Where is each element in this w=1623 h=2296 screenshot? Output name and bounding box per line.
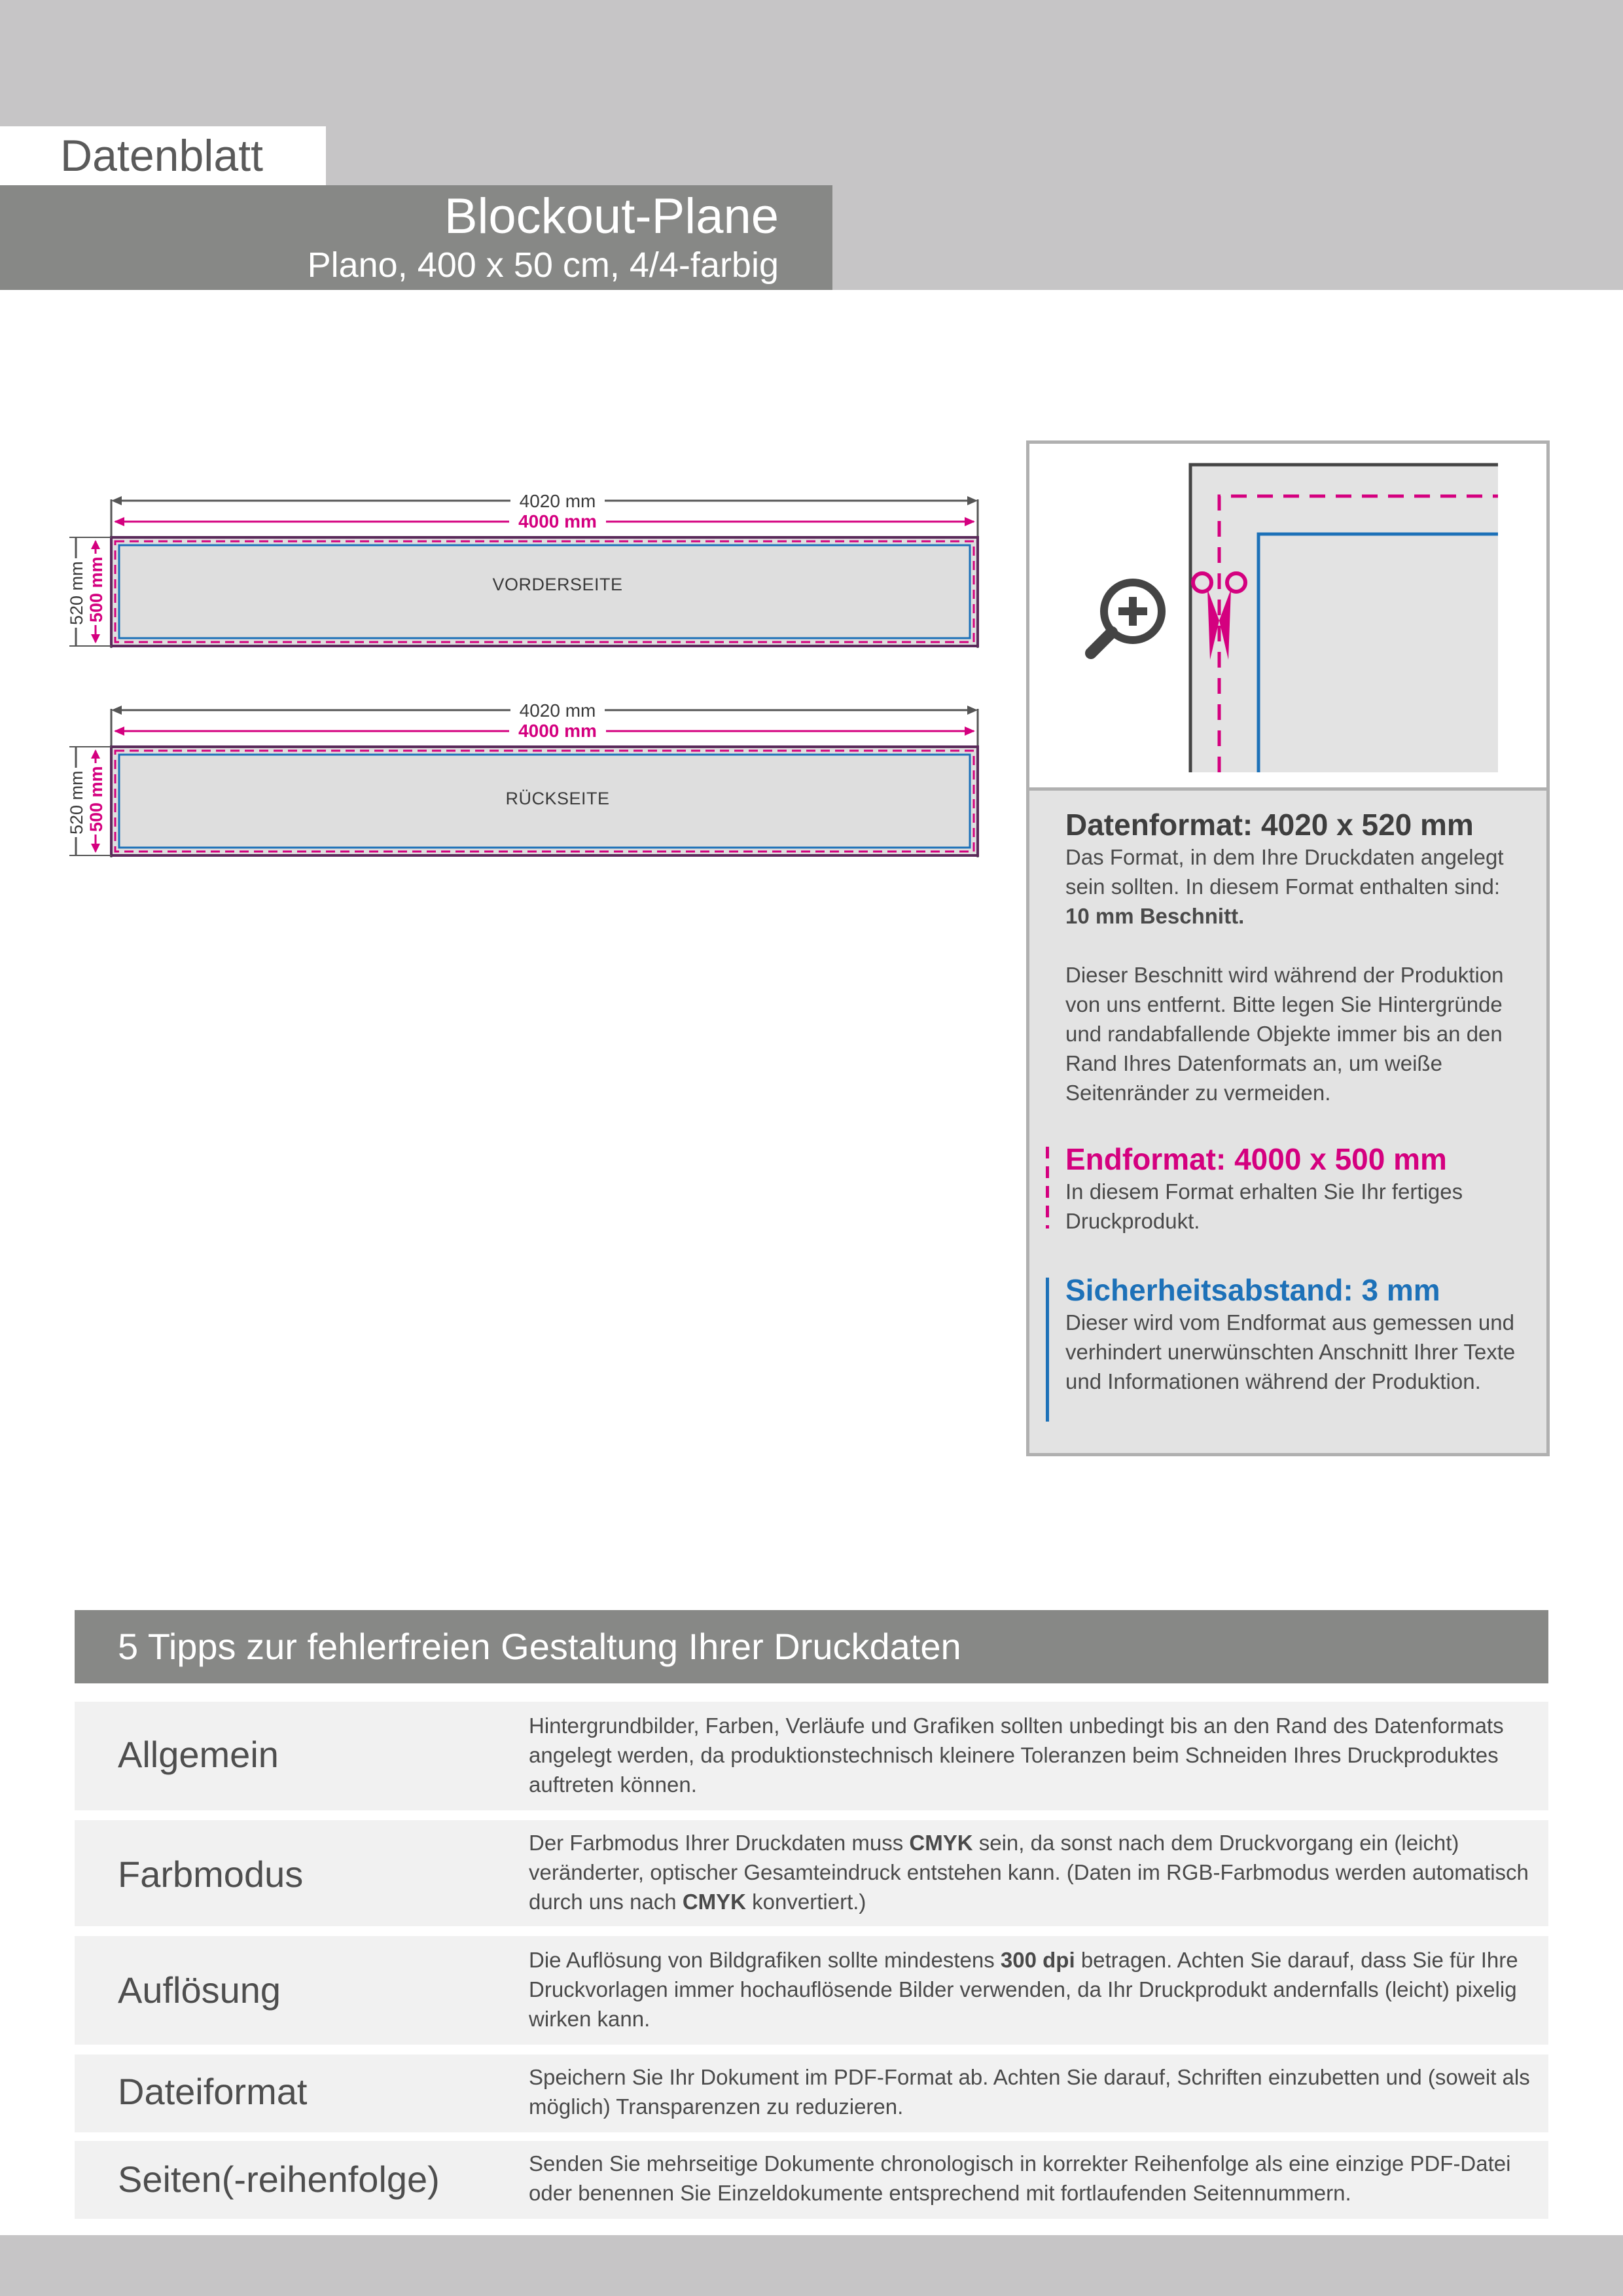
width-outer-label: 4020 mm — [126, 701, 990, 721]
safety-margin-block — [1065, 1272, 1524, 1396]
footer-band — [0, 2235, 1623, 2296]
tip-text: Die Auflösung von Bildgrafiken sollte mindestens 300 dpi betragen. Achten Sie darauf, dass Sie für Ihre Druckvorlagen immer hochauflösende Bilder verwenden, da Ihr Druckprodukt andernfalls (leicht) pixelig wirken kann. — [529, 1948, 1518, 2031]
tip-row-aufloesung — [75, 1936, 1548, 2045]
tip-text: Der Farbmodus Ihrer Druckdaten muss CMYK sein, da sonst nach dem Druckvorgang ein (leicht) veränderter, optischer Gesamteindruck entstehen kann. (Daten im RGB-Farbmodus werden automatisch durch uns nach CMYK konvertiert.) — [529, 1831, 1529, 1914]
zoom-detail — [1029, 444, 1546, 791]
height-inner-label: 500 mm — [86, 554, 106, 625]
safety-line-marker — [1046, 1278, 1049, 1422]
width-outer-label: 4020 mm — [126, 492, 990, 511]
tip-row-allgemein — [75, 1702, 1548, 1810]
scissors-icon — [1190, 568, 1249, 666]
format-info-text — [1065, 807, 1524, 1396]
tip-text: Senden Sie mehrseitige Dokumente chronologisch in korrekter Reihenfolge als eine einzige PDF-Datei oder benennen Sie Einzeldokumente entsprechend mit fortlaufenden Seitennummern. — [529, 2151, 1511, 2205]
side-label-front: VORDERSEITE — [492, 575, 623, 594]
tip-row-dateiformat — [75, 2054, 1548, 2132]
height-outer-label: 520 mm — [67, 558, 86, 628]
front-side-diagram — [63, 488, 992, 651]
zoom-in-icon — [1082, 575, 1173, 666]
datenformat-heading: Datenformat: 4020 x 520 mm — [1065, 808, 1474, 842]
datenformat-text: Das Format, in dem Ihre Druckdaten angelegt sein sollten. In diesem Format enthalten sind: 10 mm Beschnitt. — [1065, 845, 1504, 928]
datenformat-block — [1065, 807, 1524, 1107]
endformat-heading: Endformat: 4000 x 500 mm — [1065, 1142, 1447, 1176]
height-outer-label: 520 mm — [67, 768, 86, 837]
tip-title: Auflösung — [118, 1969, 281, 2011]
datenformat-note: Dieser Beschnitt wird während der Produktion von uns entfernt. Bitte legen Sie Hintergründe und randabfallende Objekte immer bis an den Rand Ihres Datenformats an, um weiße Seitenränder zu vermeiden. — [1065, 963, 1504, 1105]
endformat-block — [1065, 1141, 1524, 1236]
height-inner-label: 500 mm — [86, 763, 106, 834]
tip-title: Dateiformat — [118, 2071, 308, 2112]
endformat-text: In diesem Format erhalten Sie Ihr fertiges Druckprodukt. — [1065, 1179, 1463, 1233]
tip-title: Allgemein — [118, 1734, 279, 1775]
product-title-bar — [0, 185, 832, 290]
tip-row-seitenreihenfolge — [75, 2141, 1548, 2219]
tip-text: Speichern Sie Ihr Dokument im PDF-Format ab. Achten Sie darauf, Schriften einzubetten und (soweit als möglich) Transparenzen zu reduzieren. — [529, 2065, 1530, 2119]
format-info-panel — [1026, 440, 1550, 1456]
safety-margin-heading: Sicherheitsabstand: 3 mm — [1065, 1273, 1440, 1307]
product-subtitle: Plano, 400 x 50 cm, 4/4-farbig — [307, 245, 779, 285]
tip-row-farbmodus — [75, 1820, 1548, 1926]
back-side-diagram — [63, 697, 992, 861]
tip-text: Hintergrundbilder, Farben, Verläufe und Grafiken sollten unbedingt bis an den Rand des Datenformats angelegt werden, da produktionstechnisch kleinere Toleranzen beim Schneiden Ihres Druckproduktes auftreten können. — [529, 1713, 1504, 1797]
tips-header: 5 Tipps zur fehlerfreien Gestaltung Ihrer Druckdaten — [75, 1610, 1548, 1683]
product-title: Blockout-Plane — [444, 188, 779, 244]
trim-line-marker — [1046, 1147, 1049, 1229]
width-inner-label: 4000 mm — [126, 512, 990, 531]
tip-title: Seiten(-reihenfolge) — [118, 2159, 440, 2200]
document-type-label: Datenblatt — [0, 126, 326, 185]
width-inner-label: 4000 mm — [126, 721, 990, 741]
safety-margin-text: Dieser wird vom Endformat aus gemessen und verhindert unerwünschten Anschnitt Ihrer Texte und Informationen während der Produktion. — [1065, 1310, 1516, 1393]
side-label-back: RÜCKSEITE — [505, 789, 610, 808]
tip-title: Farbmodus — [118, 1854, 304, 1895]
